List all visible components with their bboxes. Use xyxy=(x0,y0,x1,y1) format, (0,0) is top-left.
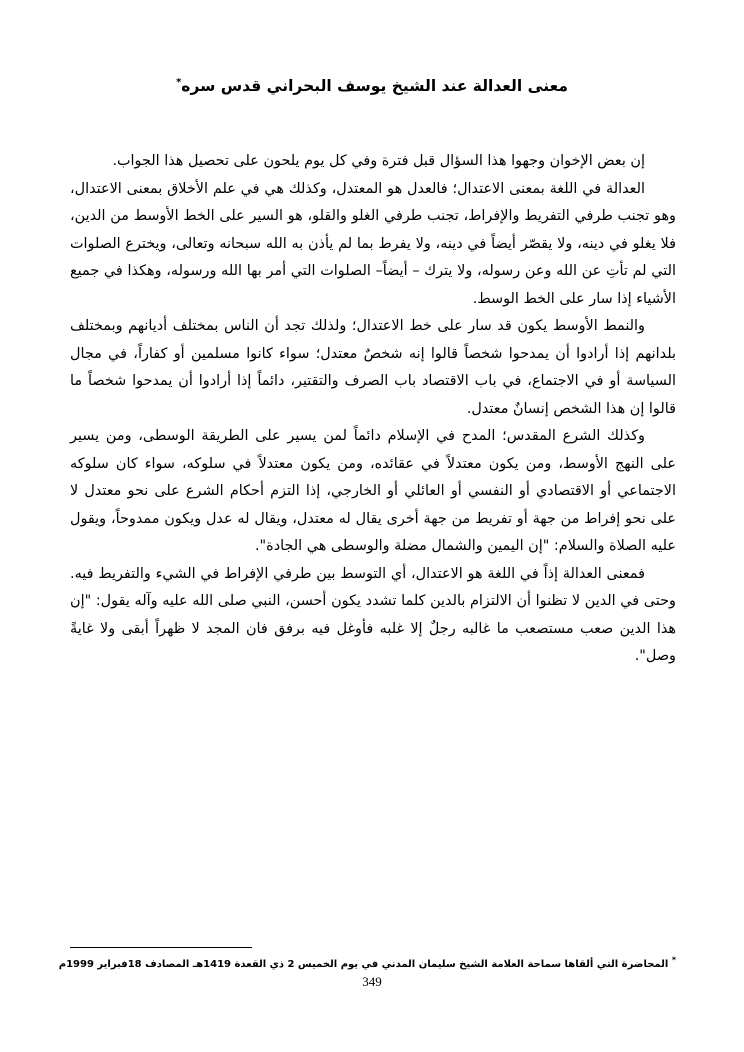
paragraph-3: والنمط الأوسط يكون قد سار على خط الاعتدال؛ ولذلك تجد أن الناس بمختلف أديانهم وبمختلف بلدانهم إذا أرادوا أن يمدحوا شخصاً قالوا إنه شخصٌ معتدل؛ سواء كانوا مسلمين أو كفاراً، في مجال السياسة أو في الاجتماع، في باب الاقتصاد باب الصرف والتقتير، دائماً إذا أرادوا أن يمدحوا شخصاً ما قالوا إن هذا الشخص إنسانٌ معتدل. xyxy=(70,318,676,417)
title-footnote-marker: * xyxy=(176,76,182,88)
footnote-marker: * xyxy=(671,955,676,965)
footnote xyxy=(59,957,676,973)
page-number: 349 xyxy=(362,974,382,989)
paragraph-4: وكذلك الشرع المقدس؛ المدح في الإسلام دائماً لمن يسير على الطريقة الوسطى، ومن يسير على النهج الأوسط، ومن يكون معتدلاً في عقائده، ومن يكون معتدلاً في سلوكه، سواء كان سلوكه الاجتماعي أو الاقتصادي أو النفسي أو العائلي أو الخارجي، إذا التزم أحكام الشرع على نحو معتدل لا على نحو إفراط من جهة أو تفريط من جهة أخرى يقال له معتدل، ويقال له عدل ويكون ممدوحاً، ويقول عليه الصلاة والسلام: "إن اليمين والشمال مضلة والوسطى هي الجادة". xyxy=(70,428,676,554)
footnote-text: المحاضرة التي ألقاها سماحة العلامة الشيخ سليمان المدني في يوم الخميس 2 ذي القعدة 1419هـ المصادف 18فبراير 1999م xyxy=(58,959,669,970)
footnote-divider xyxy=(70,947,252,948)
paragraph-1: إن بعض الإخوان وجهوا هذا السؤال قبل فترة وفي كل يوم يلحون على تحصيل هذا الجواب. xyxy=(112,153,645,169)
paragraph-5: فمعنى العدالة إذاً في اللغة هو الاعتدال، أي التوسط بين طرفي الإفراط في الشيء والتفريط فيه. وحتى في الدين لا تظنوا أن الالتزام بالدين كلما تشدد يكون أحسن، النبي صلى الله عليه وآله يقول: "إن هذا الدين صعب مستصعب ما غالبه رجلٌ إلا غلبه فأوغل فيه برفق فان المجد لا ظهراً أبقى ولا غايةً وصل". xyxy=(70,565,676,664)
article-body xyxy=(70,148,676,671)
paragraph-2: العدالة في اللغة بمعنى الاعتدال؛ فالعدل هو المعتدل، وكذلك هي في علم الأخلاق بمعنى الاعتدال، وهو تجنب طرفي التفريط والإفراط، تجنب طرفي الغلو والقلو، هو السير على الخط الأوسط من الدين، فلا يغلو في دينه، ولا يقصّر أيضاً في دينه، ولا يفرط بما لم يأذن به الله سبحانه وتعالى، ويخترع الصلوات التي لم تأتِ عن الله وعن رسوله، ولا يترك – أيضاً– الصلوات التي أمر بها الله ورسوله، وهكذا في جميع الأشياء إذا سار على الخط الوسط. xyxy=(70,180,676,307)
page-title xyxy=(70,74,674,98)
page-title-text: معنى العدالة عند الشيخ يوسف البحراني قدس سره xyxy=(181,77,568,95)
